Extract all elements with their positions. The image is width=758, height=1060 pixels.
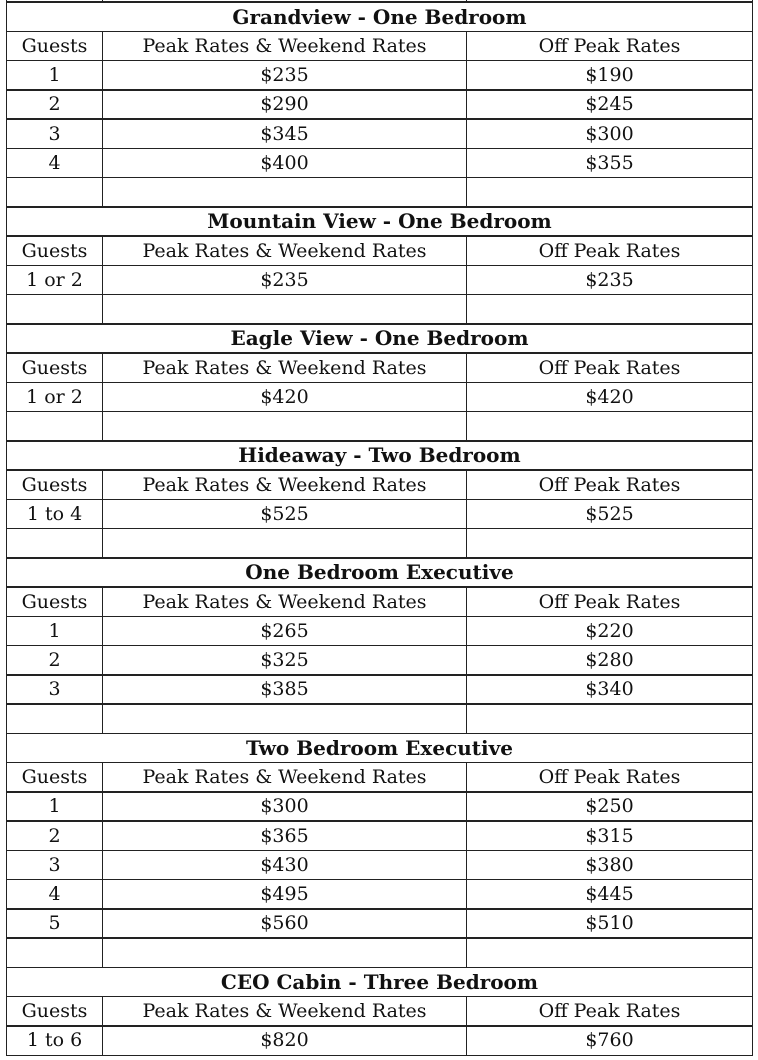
section-title-row bbox=[6, 967, 753, 998]
section-title: Mountain View - One Bedroom bbox=[6, 206, 753, 237]
spacer-cell bbox=[6, 177, 103, 208]
spacer-cell bbox=[102, 177, 467, 208]
spacer-row bbox=[6, 177, 753, 208]
spacer-cell bbox=[466, 177, 753, 208]
off-peak-rate-cell: $760 bbox=[466, 1025, 753, 1056]
section-title-row bbox=[6, 557, 753, 588]
spacer-row bbox=[6, 937, 753, 968]
guests-cell: 1 or 2 bbox=[6, 265, 103, 296]
section-title: Grandview - One Bedroom bbox=[6, 1, 753, 32]
table-row bbox=[6, 820, 753, 851]
guests-header: Guests bbox=[6, 996, 103, 1027]
spacer-cell bbox=[6, 294, 103, 325]
peak-rate-cell: $325 bbox=[102, 645, 467, 676]
table-row bbox=[6, 499, 753, 530]
off-peak-rates-header: Off Peak Rates bbox=[466, 31, 753, 62]
spacer-cell bbox=[102, 937, 467, 968]
guests-header: Guests bbox=[6, 586, 103, 617]
guests-cell: 3 bbox=[6, 850, 103, 881]
table-row bbox=[6, 118, 753, 149]
guests-cell: 5 bbox=[6, 908, 103, 939]
off-peak-rates-header: Off Peak Rates bbox=[466, 352, 753, 383]
spacer-cell bbox=[6, 528, 103, 559]
off-peak-rate-cell: $510 bbox=[466, 908, 753, 939]
off-peak-rate-cell: $300 bbox=[466, 118, 753, 149]
guests-header: Guests bbox=[6, 352, 103, 383]
peak-rate-cell: $235 bbox=[102, 60, 467, 91]
table-row bbox=[6, 908, 753, 939]
table-row bbox=[6, 89, 753, 120]
spacer-row bbox=[6, 294, 753, 325]
table-row bbox=[6, 850, 753, 881]
peak-rate-cell: $525 bbox=[102, 499, 467, 530]
guests-header: Guests bbox=[6, 469, 103, 500]
spacer-cell bbox=[6, 411, 103, 442]
spacer-cell bbox=[466, 703, 753, 734]
peak-rate-cell: $235 bbox=[102, 265, 467, 296]
off-peak-rates-header: Off Peak Rates bbox=[466, 469, 753, 500]
section-title-row bbox=[6, 440, 753, 471]
guests-cell: 1 bbox=[6, 60, 103, 91]
guests-cell: 1 to 6 bbox=[6, 1025, 103, 1056]
table-row bbox=[6, 674, 753, 705]
guests-cell: 2 bbox=[6, 820, 103, 851]
guests-cell: 3 bbox=[6, 118, 103, 149]
spacer-cell bbox=[102, 528, 467, 559]
peak-rate-cell: $400 bbox=[102, 148, 467, 179]
peak-rate-cell: $495 bbox=[102, 879, 467, 910]
peak-rates-header: Peak Rates & Weekend Rates bbox=[102, 762, 467, 793]
peak-rate-cell: $265 bbox=[102, 616, 467, 647]
peak-rates-header: Peak Rates & Weekend Rates bbox=[102, 586, 467, 617]
peak-rate-cell: $430 bbox=[102, 850, 467, 881]
spacer-row bbox=[6, 411, 753, 442]
off-peak-rate-cell: $445 bbox=[466, 879, 753, 910]
peak-rate-cell: $820 bbox=[102, 1025, 467, 1056]
column-header-row bbox=[6, 586, 753, 617]
guests-header: Guests bbox=[6, 235, 103, 266]
table-row bbox=[6, 1025, 753, 1056]
spacer-row bbox=[6, 703, 753, 734]
section-title-row bbox=[6, 323, 753, 354]
peak-rate-cell: $385 bbox=[102, 674, 467, 705]
peak-rates-header: Peak Rates & Weekend Rates bbox=[102, 31, 467, 62]
peak-rate-cell: $300 bbox=[102, 791, 467, 822]
section-title: Two Bedroom Executive bbox=[6, 733, 753, 764]
peak-rates-header: Peak Rates & Weekend Rates bbox=[102, 235, 467, 266]
guests-cell: 4 bbox=[6, 879, 103, 910]
peak-rate-cell: $420 bbox=[102, 382, 467, 413]
table-row bbox=[6, 791, 753, 822]
column-header-row bbox=[6, 469, 753, 500]
section-title-row bbox=[6, 733, 753, 764]
off-peak-rate-cell: $245 bbox=[466, 89, 753, 120]
section-title-row bbox=[6, 1, 753, 32]
column-header-row bbox=[6, 31, 753, 62]
guests-header: Guests bbox=[6, 762, 103, 793]
table-row bbox=[6, 148, 753, 179]
spacer-cell bbox=[102, 294, 467, 325]
peak-rates-header: Peak Rates & Weekend Rates bbox=[102, 352, 467, 383]
guests-cell: 2 bbox=[6, 89, 103, 120]
off-peak-rate-cell: $380 bbox=[466, 850, 753, 881]
column-header-row bbox=[6, 996, 753, 1027]
table-row bbox=[6, 616, 753, 647]
peak-rate-cell: $560 bbox=[102, 908, 467, 939]
column-header-row bbox=[6, 762, 753, 793]
off-peak-rate-cell: $525 bbox=[466, 499, 753, 530]
off-peak-rate-cell: $235 bbox=[466, 265, 753, 296]
column-header-row bbox=[6, 235, 753, 266]
guests-header: Guests bbox=[6, 31, 103, 62]
section-title-row bbox=[6, 206, 753, 237]
spacer-cell bbox=[6, 703, 103, 734]
spacer-cell bbox=[102, 703, 467, 734]
guests-cell: 1 bbox=[6, 616, 103, 647]
spacer-cell bbox=[102, 411, 467, 442]
off-peak-rate-cell: $315 bbox=[466, 820, 753, 851]
table-row bbox=[6, 60, 753, 91]
off-peak-rate-cell: $190 bbox=[466, 60, 753, 91]
off-peak-rate-cell: $280 bbox=[466, 645, 753, 676]
table-row bbox=[6, 382, 753, 413]
spacer-cell bbox=[466, 294, 753, 325]
guests-cell: 2 bbox=[6, 645, 103, 676]
guests-cell: 1 to 4 bbox=[6, 499, 103, 530]
off-peak-rate-cell: $355 bbox=[466, 148, 753, 179]
section-title: CEO Cabin - Three Bedroom bbox=[6, 967, 753, 998]
guests-cell: 4 bbox=[6, 148, 103, 179]
guests-cell: 3 bbox=[6, 674, 103, 705]
spacer-cell bbox=[6, 937, 103, 968]
off-peak-rates-header: Off Peak Rates bbox=[466, 586, 753, 617]
guests-cell: 1 or 2 bbox=[6, 382, 103, 413]
off-peak-rates-header: Off Peak Rates bbox=[466, 996, 753, 1027]
column-header-row bbox=[6, 352, 753, 383]
peak-rates-header: Peak Rates & Weekend Rates bbox=[102, 469, 467, 500]
section-title: One Bedroom Executive bbox=[6, 557, 753, 588]
peak-rates-header: Peak Rates & Weekend Rates bbox=[102, 996, 467, 1027]
off-peak-rate-cell: $250 bbox=[466, 791, 753, 822]
off-peak-rates-header: Off Peak Rates bbox=[466, 762, 753, 793]
spacer-row bbox=[6, 528, 753, 559]
off-peak-rate-cell: $220 bbox=[466, 616, 753, 647]
off-peak-rate-cell: $340 bbox=[466, 674, 753, 705]
peak-rate-cell: $290 bbox=[102, 89, 467, 120]
spacer-cell bbox=[466, 937, 753, 968]
spacer-cell bbox=[466, 528, 753, 559]
off-peak-rates-header: Off Peak Rates bbox=[466, 235, 753, 266]
spacer-cell bbox=[466, 411, 753, 442]
section-title: Eagle View - One Bedroom bbox=[6, 323, 753, 354]
table-row bbox=[6, 645, 753, 676]
peak-rate-cell: $365 bbox=[102, 820, 467, 851]
guests-cell: 1 bbox=[6, 791, 103, 822]
off-peak-rate-cell: $420 bbox=[466, 382, 753, 413]
table-row bbox=[6, 265, 753, 296]
section-title: Hideaway - Two Bedroom bbox=[6, 440, 753, 471]
peak-rate-cell: $345 bbox=[102, 118, 467, 149]
table-row bbox=[6, 879, 753, 910]
